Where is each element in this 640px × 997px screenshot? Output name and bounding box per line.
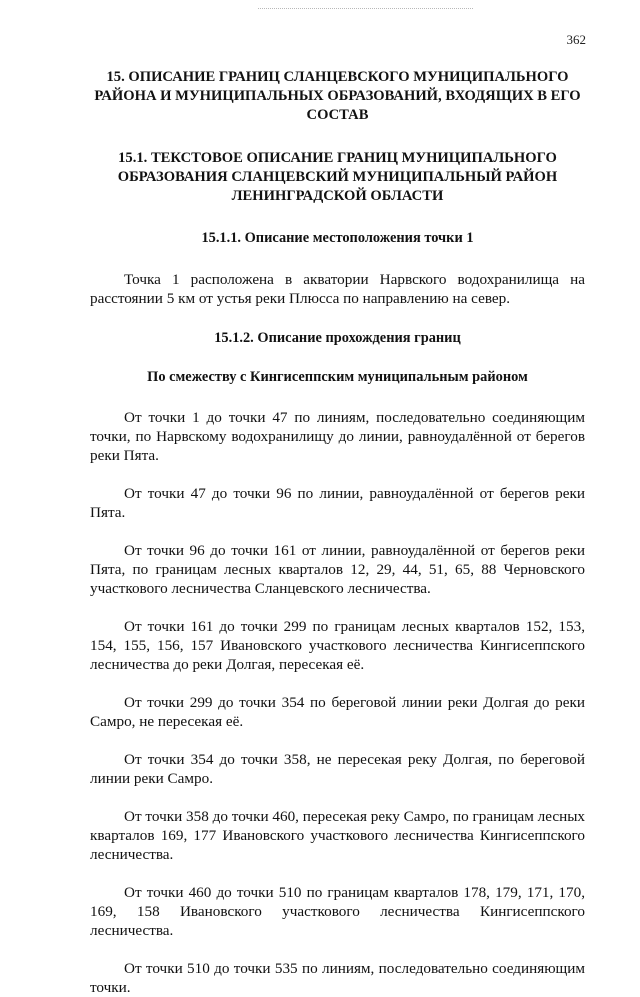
boundary-paragraph: От точки 161 до точки 299 по границам лесных кварталов 152, 153, 154, 155, 156, 157 Ивановского участкового лесничества Кингисеппского лесничества до реки Долгая, пересекая её. (90, 618, 585, 673)
scan-artifact-line (258, 8, 473, 10)
point-location-text: Точка 1 расположена в акватории Нарвского водохранилища на расстоянии 5 км от устья реки Плюсса по направлению на север. (90, 271, 585, 307)
adjacency-heading: По смежеству с Кингисеппским муниципальным районом (147, 369, 528, 385)
boundary-paragraph: От точки 460 до точки 510 по границам кварталов 178, 179, 171, 170, 169, 158 Ивановского участкового лесничества Кингисеппского лесничества. (90, 884, 585, 939)
boundary-paragraph: От точки 1 до точки 47 по линиям, последовательно соединяющим точки, по Нарвскому водохранилищу до линии, равноудалённой от берегов реки Пята. (90, 409, 585, 464)
point-location-heading: 15.1.1. Описание местоположения точки 1 (201, 230, 474, 246)
boundary-paragraph: От точки 47 до точки 96 по линии, равноудалённой от берегов реки Пята. (90, 485, 585, 521)
boundary-paragraph: От точки 358 до точки 460, пересекая реку Самро, по границам лесных кварталов 169, 177 Ивановского участкового лесничества Кингисеппского лесничества. (90, 808, 585, 863)
boundary-paragraph: От точки 510 до точки 535 по линиям, последовательно соединяющим точки. (90, 960, 585, 996)
boundary-paragraph: От точки 96 до точки 161 от линии, равноудалённой от берегов реки Пята, по границам лесных кварталов 12, 29, 44, 51, 65, 88 Черновского участкового лесничества Сланцевского лесничества. (90, 542, 585, 597)
boundary-paragraph: От точки 299 до точки 354 по береговой линии реки Долгая до реки Самро, не пересекая её. (90, 694, 585, 730)
section-subheading: 15.1. ТЕКСТОВОЕ ОПИСАНИЕ ГРАНИЦ МУНИЦИПАЛЬНОГО ОБРАЗОВАНИЯ СЛАНЦЕВСКИЙ МУНИЦИПАЛЬНЫЙ РАЙОН ЛЕНИНГРАДСКОЙ ОБЛАСТИ (117, 150, 558, 204)
document-body (90, 68, 585, 997)
boundary-paragraph: От точки 354 до точки 358, не пересекая реку Долгая, по береговой линии реки Самро. (90, 751, 585, 787)
section-heading: 15. ОПИСАНИЕ ГРАНИЦ СЛАНЦЕВСКОГО МУНИЦИПАЛЬНОГО РАЙОНА И МУНИЦИПАЛЬНЫХ ОБРАЗОВАНИЙ, ВХОДЯЩИХ В ЕГО СОСТАВ (94, 69, 581, 123)
page-number: 362 (566, 32, 586, 47)
boundary-heading: 15.1.2. Описание прохождения границ (214, 330, 461, 346)
